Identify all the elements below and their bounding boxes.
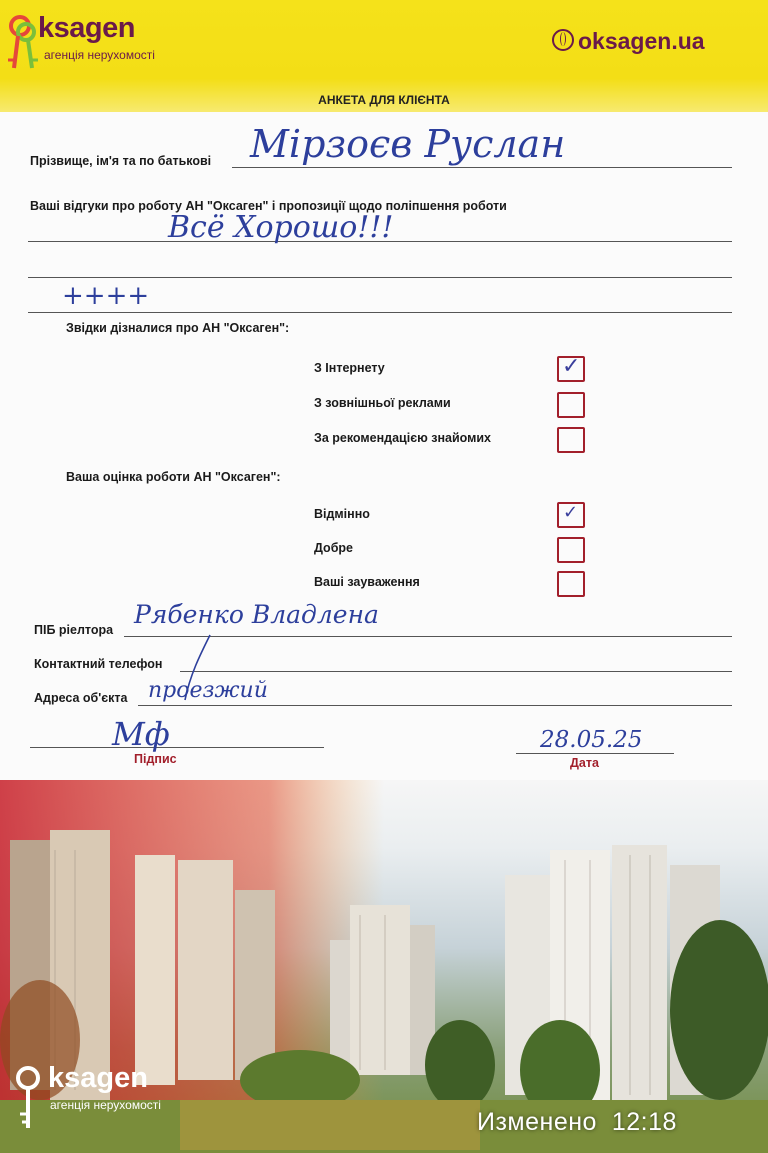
date-label: Дата (570, 756, 599, 770)
globe-icon (552, 29, 574, 51)
checkmark-icon: ✓ (562, 354, 581, 379)
realtor-label: ПІБ ріелтора (34, 623, 114, 637)
keys-icon (14, 1062, 48, 1132)
date-handwriting: 28.05.25 (540, 727, 643, 753)
checkbox-outdoor[interactable] (557, 392, 585, 418)
brand-name: ksagen (38, 12, 135, 44)
edited-label: Изменено (477, 1108, 597, 1136)
feedback-plus-marks: ++++ (62, 281, 150, 311)
checkbox-referral[interactable] (557, 427, 585, 453)
footer-brand-subtitle: агенція нерухомості (50, 1098, 161, 1112)
source-label: Звідки дізналися про АН "Оксаген": (66, 321, 290, 335)
address-label: Адреса об'єкта (34, 691, 128, 705)
checkbox-excellent[interactable] (557, 502, 585, 528)
signature-label: Підпис (134, 752, 177, 766)
footer-logo (14, 1062, 214, 1132)
website (552, 28, 705, 55)
signature-line (30, 747, 324, 748)
checkmark-icon: ✓ (563, 502, 579, 523)
phone-label: Контактний телефон (34, 657, 163, 671)
edited-timestamp (477, 1108, 677, 1137)
brand-subtitle: агенція нерухомості (44, 48, 155, 62)
checkbox-remarks[interactable] (557, 571, 585, 597)
rating-option-excellent: Відмінно (314, 507, 370, 521)
pen-stroke (170, 630, 230, 710)
feedback-handwriting: Всё Хорошо!!! (168, 210, 394, 245)
name-line (232, 167, 732, 168)
rating-option-remarks: Ваші зауваження (314, 575, 420, 589)
rating-label: Ваша оцінка роботи АН "Оксаген": (66, 470, 281, 484)
date-line (516, 753, 674, 754)
checkbox-good[interactable] (557, 537, 585, 563)
edited-time: 12:18 (611, 1108, 677, 1136)
checkbox-internet[interactable] (557, 356, 585, 382)
brand-logo (6, 12, 176, 82)
keys-icon (6, 12, 40, 74)
source-option-referral: За рекомендацією знайомих (314, 431, 492, 445)
form-title: АНКЕТА ДЛЯ КЛІЄНТА (318, 93, 450, 107)
address-handwriting: проезжий (148, 678, 268, 703)
name-label: Прізвище, ім'я та по батькові (30, 154, 212, 168)
feedback-line-2 (28, 277, 732, 278)
name-handwriting: Мірзоєв Руслан (250, 122, 566, 166)
source-option-outdoor: З зовнішньої реклами (314, 396, 451, 410)
rating-option-good: Добре (314, 541, 354, 555)
realtor-handwriting: Рябенко Владлена (134, 600, 379, 629)
feedback-line-3 (28, 312, 732, 313)
source-option-internet: З Інтернету (314, 361, 385, 375)
signature-handwriting: Мф (112, 715, 170, 753)
website-text: oksagen.ua (578, 28, 705, 54)
phone-line (180, 671, 732, 672)
footer-brand-name: ksagen (48, 1062, 148, 1094)
feedback-label: Ваші відгуки про роботу АН "Оксаген" і пропозиції щодо поліпшення роботи (30, 199, 507, 213)
